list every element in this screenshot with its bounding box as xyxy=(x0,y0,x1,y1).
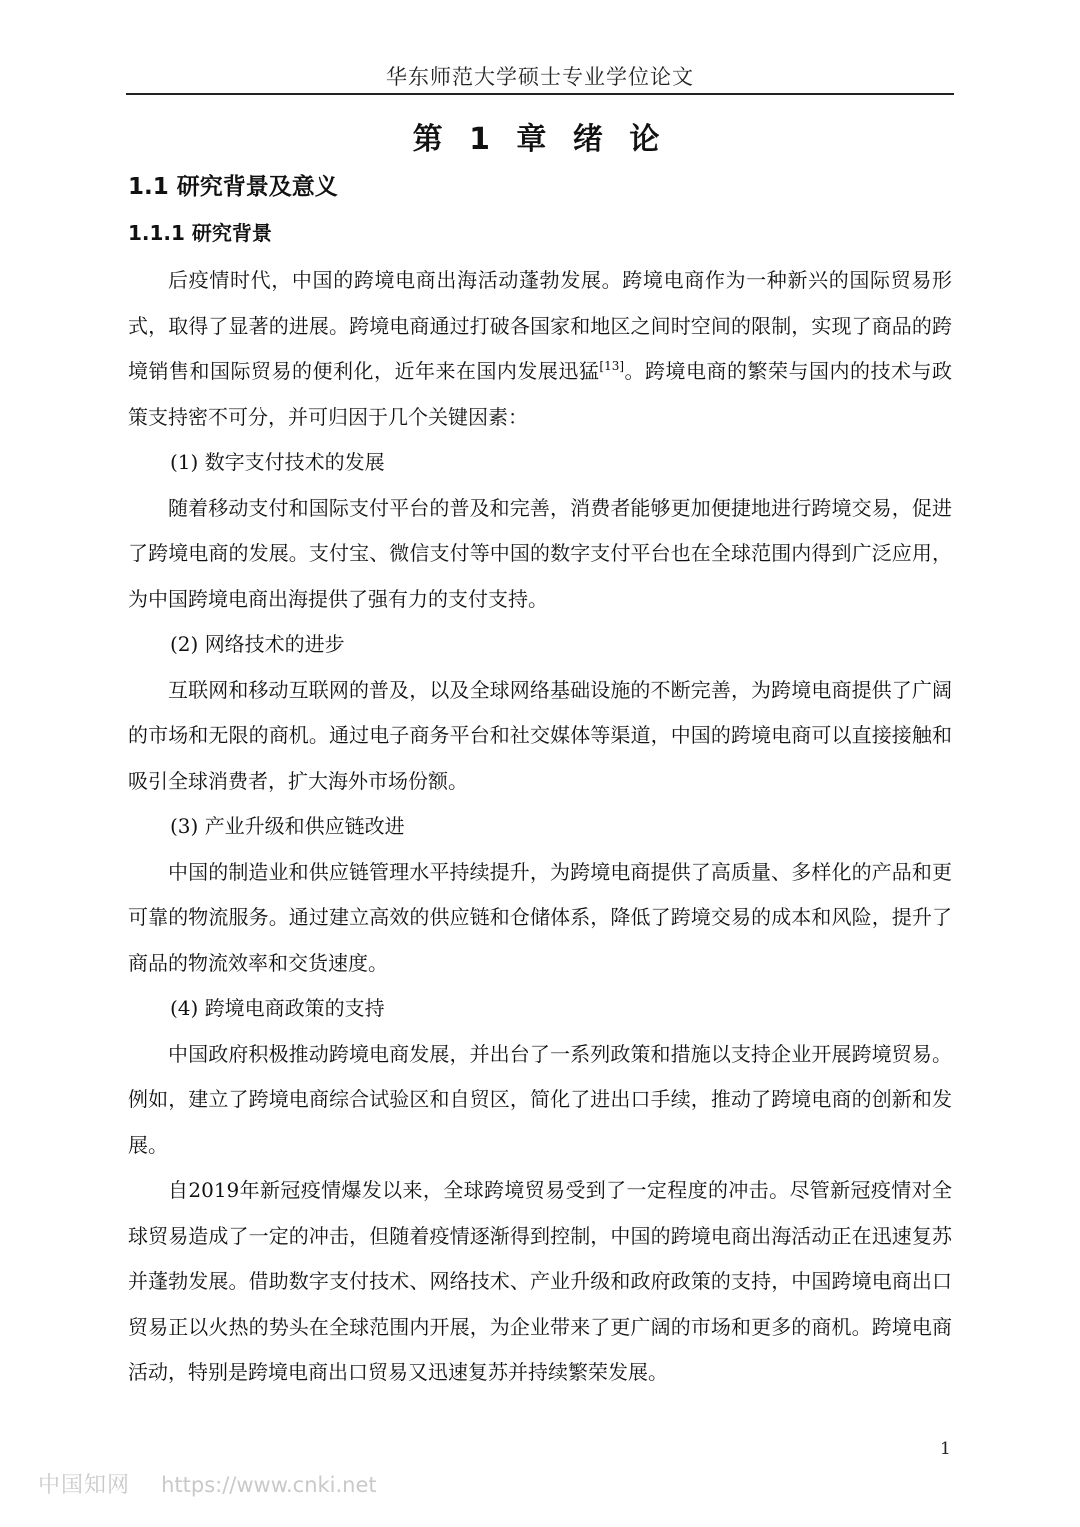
item-heading-2: (2) 网络技术的进步 xyxy=(170,632,345,656)
item-heading-3: (3) 产业升级和供应链改进 xyxy=(170,814,405,838)
section-title: 1.1 研究背景及意义 xyxy=(128,174,338,200)
cnki-watermark xyxy=(38,1468,377,1499)
watermark-url[interactable]: https://www.cnki.net xyxy=(161,1473,377,1497)
watermark-name: 中国知网 xyxy=(38,1473,131,1498)
paragraph-intro-text: 后疫情时代，中国的跨境电商出海活动蓬勃发展。跨境电商作为一种新兴的国际贸易形式，取得了显著的进展。跨境电商通过打破各国家和地区之间时空间的限制，实现了商品的跨境销售和国际贸易的便利化，近年来在国内发展迅猛 xyxy=(128,268,952,383)
body-text xyxy=(128,258,952,1396)
paragraph-item-2: 互联网和移动互联网的普及，以及全球网络基础设施的不断完善，为跨境电商提供了广阔的市场和无限的商机。通过电子商务平台和社交媒体等渠道，中国的跨境电商可以直接接触和吸引全球消费者，扩大海外市场份额。 xyxy=(128,677,952,793)
paragraph-item-4: 中国政府积极推动跨境电商发展，并出台了一系列政策和措施以支持企业开展跨境贸易。例如，建立了跨境电商综合试验区和自贸区，简化了进出口手续，推动了跨境电商的创新和发展。 xyxy=(128,1041,952,1157)
chapter-title: 第 1 章 绪 论 xyxy=(412,122,668,157)
header-rule xyxy=(126,93,954,95)
paragraph-item-3: 中国的制造业和供应链管理水平持续提升，为跨境电商提供了高质量、多样化的产品和更可靠的物流服务。通过建立高效的供应链和仓储体系，降低了跨境交易的成本和风险，提升了商品的物流效率和交货速度。 xyxy=(128,859,952,975)
item-heading-1: (1) 数字支付技术的发展 xyxy=(170,450,385,474)
paragraph-intro xyxy=(128,258,952,440)
item-heading-4: (4) 跨境电商政策的支持 xyxy=(170,996,385,1020)
page-number: 1 xyxy=(940,1439,951,1459)
paragraph-intro-text-cont: 。跨境电商的繁荣与国内的技术与政策支持密不可分，并可归因于几个关键因素： xyxy=(128,359,953,429)
subsection-title: 1.1.1 研究背景 xyxy=(128,221,272,245)
running-header: 华东师范大学硕士专业学位论文 xyxy=(386,65,694,89)
paragraph-final: 自2019年新冠疫情爆发以来，全球跨境贸易受到了一定程度的冲击。尽管新冠疫情对全球贸易造成了一定的冲击，但随着疫情逐渐得到控制，中国的跨境电商出海活动正在迅速复苏并蓬勃发展。借助数字支付技术、网络技术、产业升级和政府政策的支持，中国跨境电商出口贸易正以火热的势头在全球范围内开展，为企业带来了更广阔的市场和更多的商机。跨境电商活动，特别是跨境电商出口贸易又迅速复苏并持续繁荣发展。 xyxy=(128,1178,952,1384)
citation-ref[interactable]: [13] xyxy=(599,359,625,373)
paragraph-item-1: 随着移动支付和国际支付平台的普及和完善，消费者能够更加便捷地进行跨境交易，促进了跨境电商的发展。支付宝、微信支付等中国的数字支付平台也在全球范围内得到广泛应用，为中国跨境电商出海提供了强有力的支付支持。 xyxy=(128,495,952,611)
